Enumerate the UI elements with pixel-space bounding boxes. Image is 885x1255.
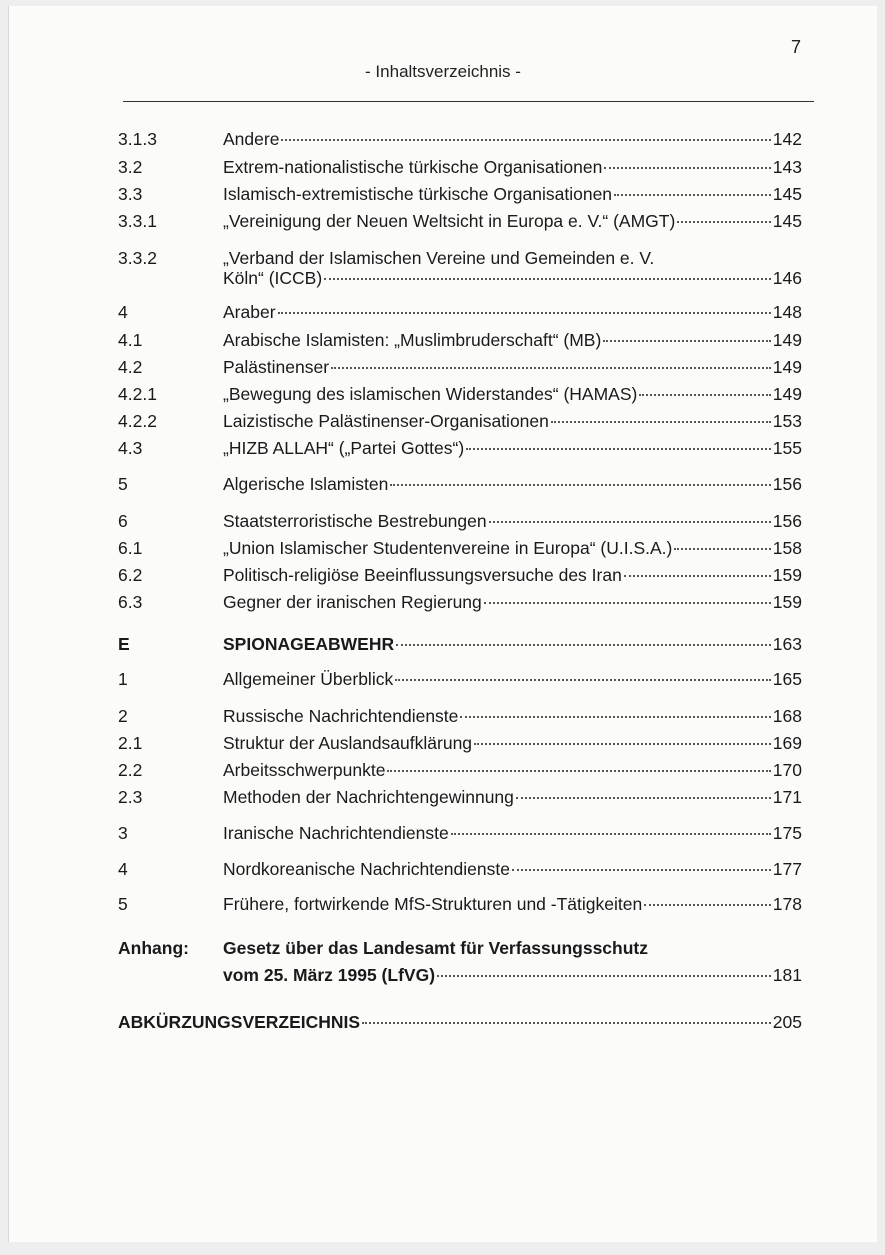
toc-entry-page: 159 <box>772 565 802 585</box>
dot-leader <box>677 221 770 223</box>
toc-entry-page: 175 <box>772 823 802 843</box>
dot-leader <box>466 448 771 450</box>
toc-entry-title: Andere <box>223 129 280 149</box>
toc-entry-title: Laizistische Palästinenser-Organisationen <box>223 411 549 431</box>
toc-entry-title: „Union Islamischer Studentenvereine in Europa“ (U.I.S.A.) <box>223 538 673 558</box>
toc-entry-title: Extrem-nationalistische türkische Organisationen <box>223 157 603 177</box>
toc-entry-title: SPIONAGEABWEHR <box>223 634 395 654</box>
toc-entry-title: Struktur der Auslandsaufklärung <box>223 733 473 753</box>
toc-entry-title: Frühere, fortwirkende MfS-Strukturen und -Tätigkeiten <box>223 894 643 914</box>
toc-entry-page: 155 <box>772 438 802 458</box>
dot-leader <box>489 521 771 523</box>
toc-entry-number: 3.3 <box>118 184 143 204</box>
dot-leader <box>674 548 770 550</box>
toc-entry-number: 3.2 <box>118 157 143 177</box>
toc-entry-page: 205 <box>772 1012 802 1032</box>
toc-entry-number: 1 <box>118 669 128 689</box>
toc-entry-number: E <box>118 634 130 654</box>
dot-leader <box>451 833 771 835</box>
dot-leader <box>614 194 771 196</box>
dot-leader <box>390 484 770 486</box>
toc-entry-number: 6.2 <box>118 565 143 585</box>
toc-entry-number: 6.1 <box>118 538 143 558</box>
toc-entry-title: Staatsterroristische Bestrebungen <box>223 511 487 531</box>
toc-entry-page: 142 <box>772 129 802 149</box>
toc-entry-page: 165 <box>772 669 802 689</box>
toc-entry-title: Köln“ (ICCB) <box>223 268 323 288</box>
toc-entry-number: 4.2.1 <box>118 384 157 404</box>
toc-entry-page: 146 <box>772 268 802 288</box>
toc-entry-number: 3.1.3 <box>118 129 157 149</box>
toc-entry-page: 143 <box>772 157 802 177</box>
toc-entry-number: 4.2 <box>118 357 143 377</box>
toc-entry-page: 181 <box>772 965 802 985</box>
toc-entry-title: Allgemeiner Überblick <box>223 669 394 689</box>
toc-entry-number: 2.3 <box>118 787 143 807</box>
dot-leader <box>281 139 770 141</box>
toc-entry-number: 2.1 <box>118 733 143 753</box>
toc-entry-page: 171 <box>772 787 802 807</box>
toc-entry-page: 145 <box>772 211 802 231</box>
dot-leader <box>437 975 771 977</box>
toc-entry-page: 169 <box>772 733 802 753</box>
toc-entry-number: 4.2.2 <box>118 411 157 431</box>
toc-entry-number: 3.3.1 <box>118 211 157 231</box>
running-title: - Inhaltsverzeichnis - <box>365 62 521 81</box>
dot-leader <box>551 421 771 423</box>
toc-entry-title: Nordkoreanische Nachrichtendienste <box>223 859 510 879</box>
toc-entry-page: 170 <box>772 760 802 780</box>
toc-entry-title-first-line: Gesetz über das Landesamt für Verfassungsschutz <box>223 938 648 958</box>
toc-entry-number: 4 <box>118 302 128 322</box>
toc-entry-title: Gegner der iranischen Regierung <box>223 592 482 612</box>
toc-entry-page: 177 <box>772 859 802 879</box>
toc-entry-title: Russische Nachrichtendienste <box>223 706 459 726</box>
toc-entry-number: 5 <box>118 474 128 494</box>
toc-entry-title: Methoden der Nachrichtengewinnung <box>223 787 514 807</box>
dot-leader <box>474 743 771 745</box>
toc-entry-page: 145 <box>772 184 802 204</box>
toc-entry-title: Araber <box>223 302 276 322</box>
dot-leader <box>512 869 771 871</box>
dot-leader <box>395 679 771 681</box>
toc-entry-title: Arbeitsschwerpunkte <box>223 760 386 780</box>
dot-leader <box>603 340 771 342</box>
dot-leader <box>516 797 771 799</box>
toc-entry-title: Algerische Islamisten <box>223 474 389 494</box>
toc-entry-number: Anhang: <box>118 938 189 958</box>
toc-entry-page: 156 <box>772 474 802 494</box>
toc-entry-number: 6 <box>118 511 128 531</box>
toc-entry-page: 149 <box>772 357 802 377</box>
dot-leader <box>331 367 771 369</box>
toc-entry-number: 6.3 <box>118 592 143 612</box>
dot-leader <box>362 1022 771 1024</box>
toc-entry-page: 163 <box>772 634 802 654</box>
toc-entry-page: 148 <box>772 302 802 322</box>
toc-entry-title: „HIZB ALLAH“ („Partei Gottes“) <box>223 438 465 458</box>
dot-leader <box>604 167 770 169</box>
dot-leader <box>278 312 771 314</box>
toc-entry-page: 158 <box>772 538 802 558</box>
toc-entry-title: Politisch-religiöse Beeinflussungsversuche des Iran <box>223 565 622 585</box>
toc-entry-page: 149 <box>772 384 802 404</box>
toc-entry-number: 2.2 <box>118 760 143 780</box>
toc-entry-number: 3.3.2 <box>118 248 157 268</box>
dot-leader <box>644 904 771 906</box>
toc-entry-number: 2 <box>118 706 128 726</box>
toc-entry-title-first-line: „Verband der Islamischen Vereine und Gemeinden e. V. <box>223 248 655 268</box>
toc-entry-page: 149 <box>772 330 802 350</box>
toc-entry-title: ABKÜRZUNGSVERZEICHNIS <box>118 1012 361 1032</box>
page-number: 7 <box>791 37 802 57</box>
toc-entry-page: 153 <box>772 411 802 431</box>
toc-entry-number: 4.1 <box>118 330 143 350</box>
toc-entry-title: Palästinenser <box>223 357 330 377</box>
toc-entry-number: 3 <box>118 823 128 843</box>
toc-entry-page: 178 <box>772 894 802 914</box>
dot-leader <box>624 575 771 577</box>
toc-entry-title: „Vereinigung der Neuen Weltsicht in Europa e. V.“ (AMGT) <box>223 211 676 231</box>
toc-entry-title: Arabische Islamisten: „Muslimbruderschaft“ (MB) <box>223 330 602 350</box>
toc-entry-number: 5 <box>118 894 128 914</box>
dot-leader <box>484 602 771 604</box>
dot-leader <box>324 278 771 280</box>
dot-leader <box>387 770 770 772</box>
toc-entry-title: vom 25. März 1995 (LfVG) <box>223 965 436 985</box>
toc-entry-page: 168 <box>772 706 802 726</box>
toc-entry-number: 4.3 <box>118 438 143 458</box>
toc-entry-number: 4 <box>118 859 128 879</box>
dot-leader <box>639 394 770 396</box>
toc-entry-page: 159 <box>772 592 802 612</box>
toc-entry-title: „Bewegung des islamischen Widerstandes“ (HAMAS) <box>223 384 638 404</box>
toc-entry-title: Islamisch-extremistische türkische Organisationen <box>223 184 613 204</box>
toc-entry-title: Iranische Nachrichtendienste <box>223 823 449 843</box>
dot-leader <box>396 644 771 646</box>
toc-entry-page: 156 <box>772 511 802 531</box>
dot-leader <box>460 716 770 718</box>
